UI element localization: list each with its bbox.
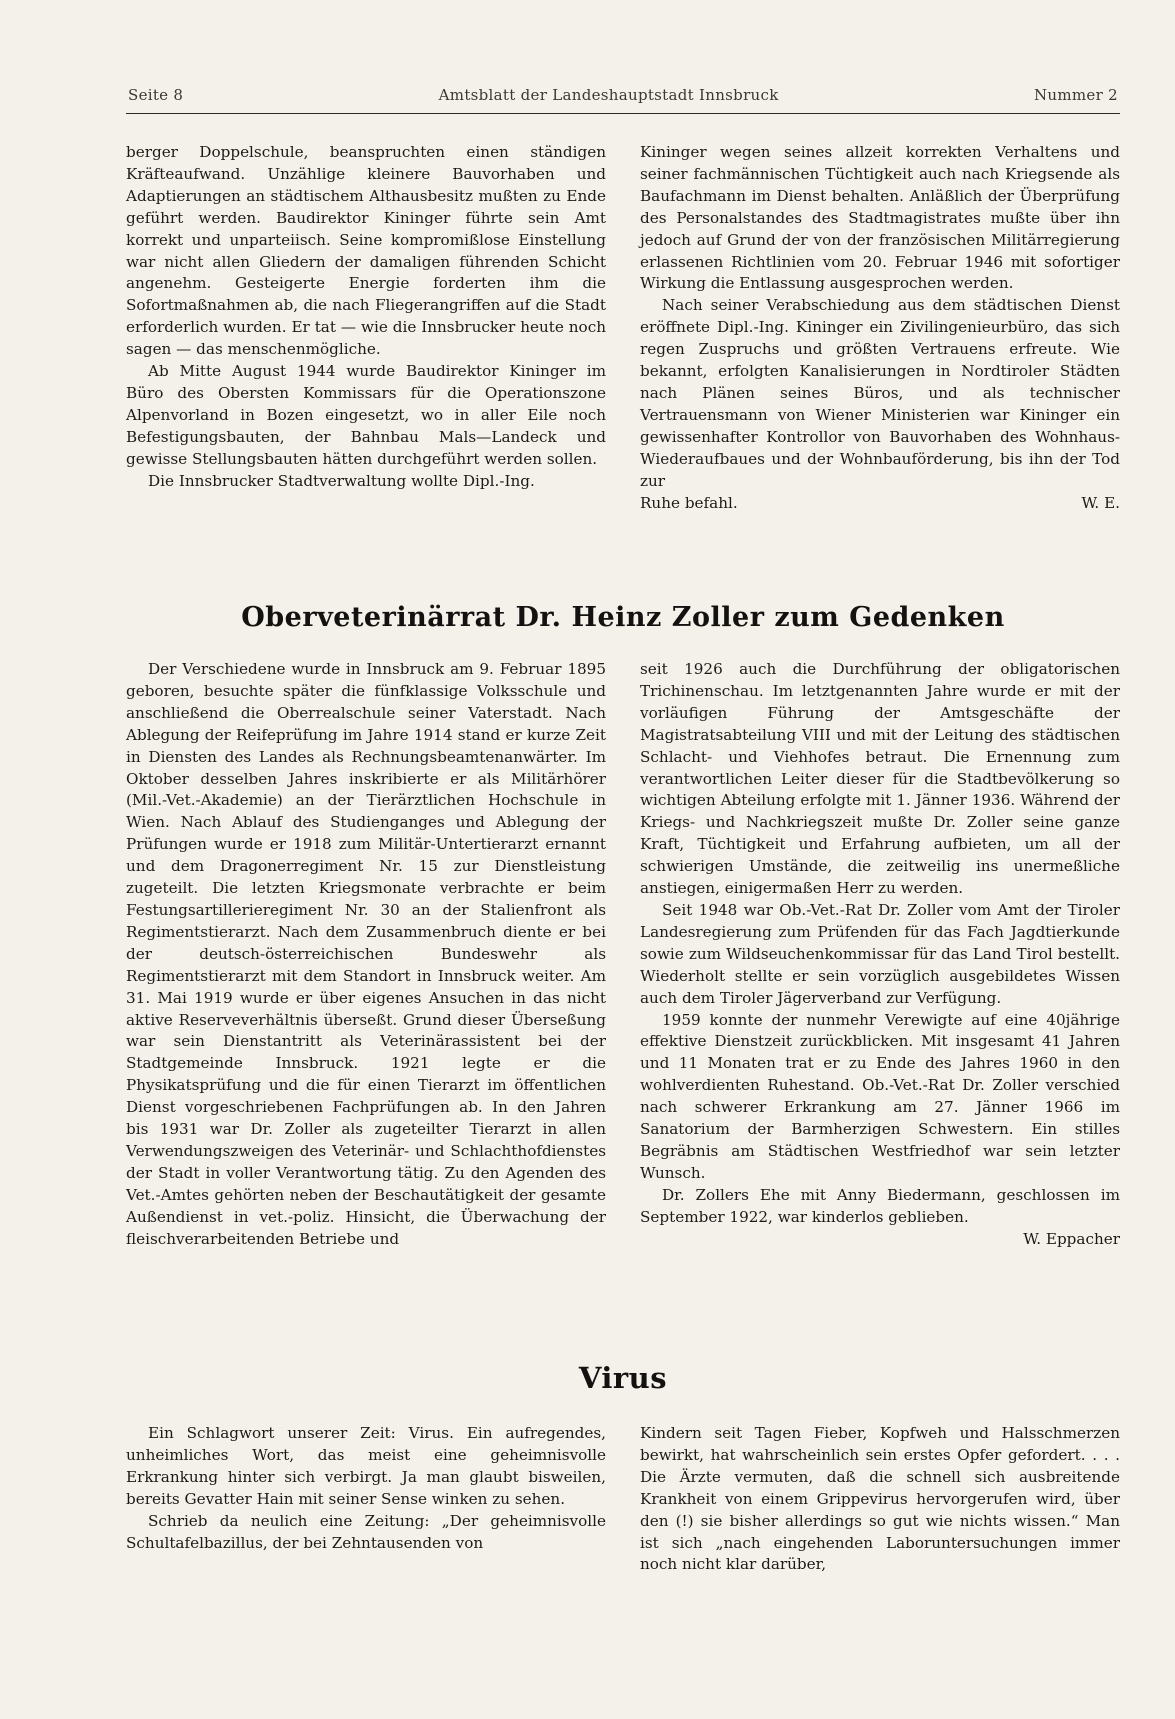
article3-left-column [126,1423,606,1554]
page-header [128,86,1118,104]
page-number: Seite 8 [128,86,184,104]
closing-line [640,493,1120,515]
paragraph: Dr. Zollers Ehe mit Anny Biedermann, geschlossen im September 1922, war kinderlos geblieben. [640,1185,1120,1226]
article1-right-column [640,142,1120,514]
paragraph: 1959 konnte der nunmehr Verewigte auf eine 40jährige effektive Dienstzeit zurückblicken. Mit insgesamt 41 Jahren und 11 Monaten trat er zu Ende des Jahres 1960 in den wohlverdienten Ruhestand. Ob.-Vet.-Rat Dr. Zoller verschied nach schwerer Erkrankung am 27. Jänner 1966 im Sanatorium der Barmherzigen Schwestern. Ein stilles Begräbnis am Städtischen Westfriedhof war sein letzter Wunsch. [640,1010,1120,1182]
header-rule [126,113,1120,114]
article-title: Virus [578,1361,668,1395]
issue-number: Nummer 2 [1034,86,1118,104]
article3-right-column [640,1423,1120,1576]
paragraph: Kininger wegen seines allzeit korrekten Verhaltens und seiner fachmännischen Tüchtigkeit auch nach Kriegsende als Baufachmann im Dienst behalten. Anläßlich der Überprüfung des Personalstandes des Stadtmagistrates mußte über ihn jedoch auf Grund der von der französischen Militärregierung erlassenen Richtlinien vom 20. Februar 1946 mit sofortiger Wirkung die Entlassung ausgesprochen werden. [640,143,1120,293]
paragraph: Nach seiner Verabschiedung aus dem städtischen Dienst eröffnete Dipl.-Ing. Kininger ein Zivilingenieurbüro, das sich regen Zuspruchs und größten Vertrauens erfreute. Wie bekannt, erfolgten Kanalisierungen in Nordtiroler Städten nach Plänen seines Büros, und als technischer Vertrauensmann von Wiener Ministerien war Kininger ein gewissenhafter Kontrollor von Bauvorhaben des Wohnhaus-Wiederaufbaues und der Wohnbauförderung, bis ihn der Tod zur [640,296,1120,490]
paragraph: Seit 1948 war Ob.-Vet.-Rat Dr. Zoller vom Amt der Tiroler Landesregierung zum Prüfenden für das Fach Jagdtierkunde sowie zum Wildseuchenkommissar für das Land Tirol bestellt. Wiederholt stellte er sein vorzüglich ausgebildetes Wissen auch dem Tiroler Jägerverband zur Verfügung. [640,900,1120,1007]
paragraph: Ein Schlagwort unserer Zeit: Virus. Ein aufregendes, unheimliches Wort, das meist eine geheimnisvolle Erkrankung hinter sich verbirgt. Ja man glaubt bisweilen, bereits Gevatter Hain mit seiner Sense winken zu sehen. [126,1424,606,1508]
paragraph: Schrieb da neulich eine Zeitung: „Der geheimnisvolle Schultafelbazillus, der bei Zehntausenden von [126,1511,606,1552]
publication-title: Amtsblatt der Landeshauptstadt Innsbruck [438,86,779,104]
paragraph: seit 1926 auch die Durchführung der obligatorischen Trichinenschau. Im letztgenannten Jahre wurde er mit der vorläufigen Führung der Amtsgeschäfte der Magistratsabteilung VIII und mit der Leitung des städtischen Schlacht- und Viehhofes betraut. Die Ernennung zum verantwortlichen Leiter dieser für die Stadtbevölkerung so wichtigen Abteilung erfolgte mit 1. Jänner 1936. Während der Kriegs- und Nachkriegszeit mußte Dr. Zoller seine ganze Kraft, Tüchtigkeit und Erfahrung aufbieten, um all der schwierigen Umstände, die zeitweilig ins unermeßliche anstiegen, einigermaßen Herr zu werden. [640,660,1120,898]
paragraph: Der Verschiedene wurde in Innsbruck am 9. Februar 1895 geboren, besuchte später die fünfklassige Volksschule und anschließend die Oberrealschule seiner Vaterstadt. Nach Ablegung der Reifeprüfung im Jahre 1914 stand er kurze Zeit in Diensten des Landes als Rechnungsbeamtenanwärter. Im Oktober desselben Jahres inskribierte er als Militärhörer (Mil.-Vet.-Akademie) an der Tierärztlichen Hochschule in Wien. Nach Ablauf des Studienganges und Ablegung der Prüfungen wurde er 1918 zum Militär-Untertierarzt ernannt und dem Dragonerregiment Nr. 15 zur Dienstleistung zugeteilt. Die letzten Kriegsmonate verbrachte er beim Festungsartillerieregiment Nr. 30 an der Stalienfront als Regimentstierarzt. Nach dem Zusammenbruch diente er bei der deutsch-österreichischen Bundeswehr als Regimentstierarzt mit dem Standort in Innsbruck weiter. Am 31. Mai 1919 wurde er über eigenes Ansuchen in das nicht aktive Reserveverhältnis überseßt. Grund dieser Überseßung war sein Dienstantritt als Veterinärassistent bei der Stadtgemeinde Innsbruck. 1921 legte er die Physikatsprüfung und die für einen Tierarzt im öffentlichen Dienst vorgeschriebenen Fachprüfungen ab. In den Jahren bis 1931 war Dr. Zoller als zugeteilter Tierarzt in allen Verwendungszweigen des Veterinär- und Schlachthofdienstes der Stadt in voller Verantwortung tätig. Zu den Agenden des Vet.-Amtes gehörten neben der Beschautätigkeit der gesamte Außendienst in vet.-poliz. Hinsicht, die Überwachung der fleischverarbeitenden Betriebe und [126,660,606,1248]
article-title: Oberveterinärrat Dr. Heinz Zoller zum Gedenken [241,602,1005,633]
paragraph: Kindern seit Tagen Fieber, Kopfweh und Halsschmerzen bewirkt, hat wahrscheinlich sein erstes Opfer gefordert. . . . Die Ärzte vermuten, daß die schnell sich ausbreitende Krankheit von einem Grippevirus hervorgerufen wird, über den (!) sie bisher allerdings so gut wie nichts wissen.“ Man ist sich „nach eingehenden Laboruntersuchungen immer noch nicht klar darüber, [640,1424,1120,1574]
paragraph: Ab Mitte August 1944 wurde Baudirektor Kininger im Büro des Obersten Kommissars für die Operationszone Alpenvorland in Bozen eingesetzt, wo in aller Eile noch Befestigungsbauten, der Bahnbau Mals—Landeck und gewisse Stellungsbauten hätten durchgeführt werden sollen. [126,362,606,468]
closing-text: Ruhe befahl. [640,493,738,512]
article2-left-column [126,659,606,1250]
author-signature: W. E. [1081,493,1120,512]
article1-left-column [126,142,606,493]
author-signature: W. Eppacher [1023,1229,1120,1248]
paragraph: Die Innsbrucker Stadtverwaltung wollte Dipl.-Ing. [148,471,535,490]
article2-right-column [640,659,1120,1250]
paragraph: berger Doppelschule, beanspruchten einen ständigen Kräfteaufwand. Unzählige kleinere Bauvorhaben und Adaptierungen an städtischem Althausbesitz mußten zu Ende geführt werden. Baudirektor Kininger führte sein Amt korrekt und unparteiisch. Seine kompromißlose Einstellung war nicht allen Gliedern der damaligen führenden Schicht angenehm. Gesteigerte Energie forderten ihm die Sofortmaßnahmen ab, die nach Fliegerangriffen auf die Stadt erforderlich wurden. Er tat — wie die Innsbrucker heute noch sagen — das menschenmögliche. [126,143,606,359]
